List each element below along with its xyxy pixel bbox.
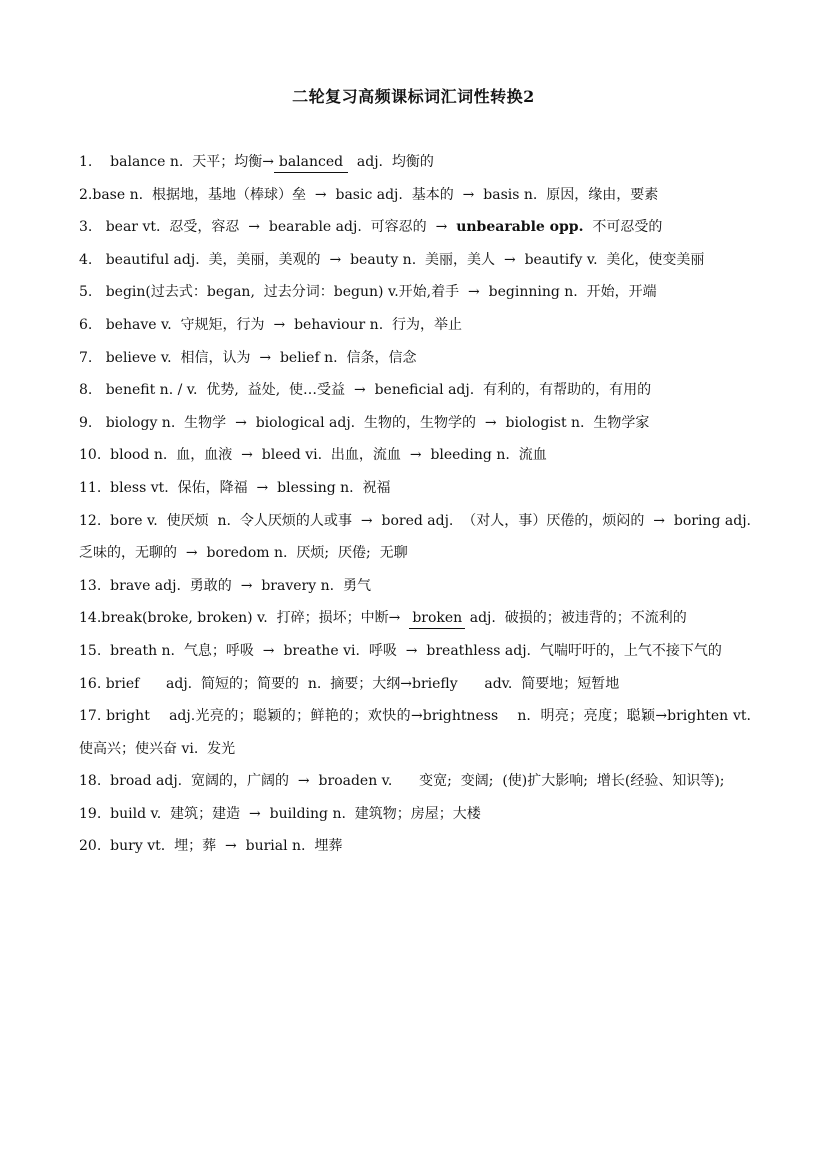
vocab-entry <box>79 211 751 244</box>
entry-text: adj. 破损的；被违背的；不流利的 <box>465 610 687 627</box>
vocab-entry <box>79 309 751 342</box>
entry-text: 14.break(broke, broken) v. 打碎；损坏；中断→ <box>79 610 410 627</box>
answer-blank: balanced <box>274 152 348 173</box>
vocab-entry <box>79 700 760 765</box>
page-title: 二轮复习高频课标词汇词性转换2 <box>292 87 535 106</box>
entry-text: 1. balance n. 天平；均衡→ <box>79 154 274 170</box>
entry-text: 12. bore v. 使厌烦 n. 令人厌烦的人或事 → bored adj. （对人，事）厌倦的，烦闷的 → boring adj. 乏味的，无聊的 → boredom n. 厌烦; 厌倦; 无聊 <box>79 512 760 562</box>
entry-text: 19. build v. 建筑；建造 → building n. 建筑物；房屋；大楼 <box>79 805 481 822</box>
entry-text: 6. behave v. 守规矩，行为 → behaviour n. 行为，举止 <box>79 316 463 333</box>
vocab-entry <box>79 798 751 831</box>
entry-text: 15. breath n. 气息；呼吸 → breathe vi. 呼吸 → breathless adj. 气喘吁吁的，上气不接下气的 <box>79 642 722 659</box>
vocab-entry <box>79 146 751 179</box>
entry-text: 2.base n. 根据地，基地（棒球）垒 → basic adj. 基本的 → basis n. 原因，缘由，要素 <box>79 186 659 203</box>
entry-text: 7. believe v. 相信，认为 → belief n. 信条，信念 <box>79 349 417 366</box>
entry-text: 不可忍受的 <box>583 219 663 236</box>
entry-text: 8. benefit n. / v. 优势, 益处, 使…受益 → beneficial adj. 有利的，有帮助的，有用的 <box>79 382 652 399</box>
vocab-entry <box>79 570 751 603</box>
entry-text: 18. broad adj. 宽阔的，广阔的 → broaden v. 变宽; 变阔; (使)扩大影响; 增长(经验、知识等); <box>79 773 725 790</box>
vocab-entry <box>79 179 751 212</box>
vocab-entry <box>79 635 751 668</box>
vocab-entry <box>79 244 751 277</box>
entry-text: 3. bear vt. 忍受，容忍 → bearable adj. 可容忍的 → <box>79 219 457 236</box>
entry-text: 11. bless vt. 保佑，降福 → blessing n. 祝福 <box>79 479 391 496</box>
vocab-entry <box>79 505 760 570</box>
entry-text: 4. beautiful adj. 美，美丽，美观的 → beauty n. 美丽，美人 → beautify v. 美化，使变美丽 <box>79 251 705 268</box>
entry-text: 10. blood n. 血，血液 → bleed vi. 出血，流血 → bleeding n. 流血 <box>79 447 547 464</box>
vocab-entry <box>79 472 751 505</box>
entry-text: 20. bury vt. 埋；葬 → burial n. 埋葬 <box>79 838 343 855</box>
vocab-entry <box>79 342 751 375</box>
entry-text: 13. brave adj. 勇敢的 → bravery n. 勇气 <box>79 577 371 594</box>
entry-text: adj. 均衡的 <box>347 154 434 170</box>
vocab-entry <box>79 407 751 440</box>
entry-text: 16. brief adj. 简短的；简要的 n. 摘要；大纲→briefly adv. 简要地；短暂地 <box>79 675 620 692</box>
vocab-entry <box>79 276 751 309</box>
vocab-entry <box>79 602 751 635</box>
vocab-entry <box>79 830 751 863</box>
bold-term: unbearable opp. <box>456 219 584 236</box>
entry-text: 9. biology n. 生物学 → biological adj. 生物的，生物学的 → biologist n. 生物学家 <box>79 414 650 431</box>
answer-blank: broken <box>409 608 465 629</box>
vocab-entry <box>79 374 751 407</box>
vocabulary-list <box>79 146 760 863</box>
vocab-entry <box>79 439 751 472</box>
entry-text: 17. bright adj.光亮的；聪颖的；鲜艳的；欢快的→brightness n. 明亮；亮度；聪颖→brighten vt. 使高兴；使兴奋 vi. 发光 <box>79 708 760 757</box>
vocab-entry <box>79 765 751 798</box>
vocab-entry <box>79 668 751 701</box>
entry-text: 5. begin(过去式：began, 过去分词：begun) v.开始,着手 → beginning n. 开始，开端 <box>79 284 657 301</box>
